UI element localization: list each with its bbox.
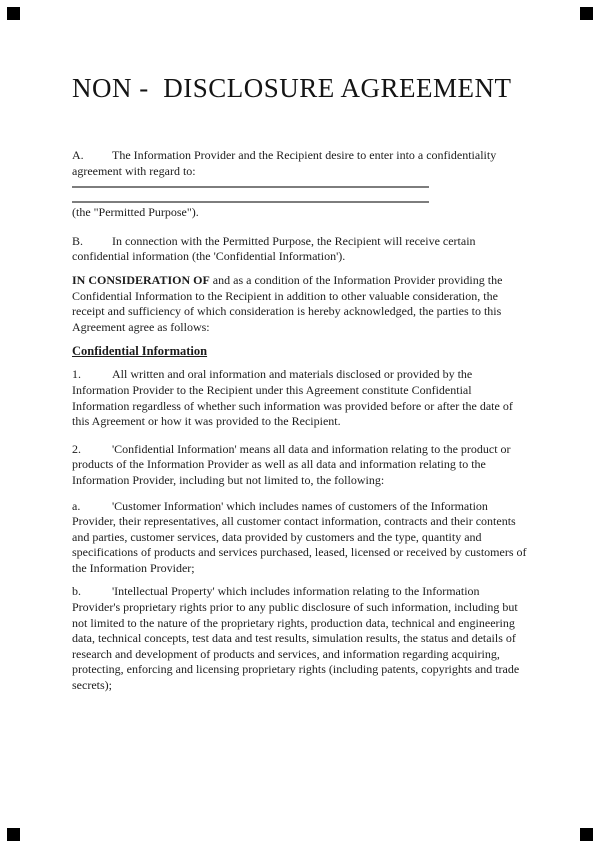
clause-b-text: 'Intellectual Property' which includes information relating to the Information Provider's proprietary rights prior to any public disclosure of such information, including but not limited to the nature of the proprietary rights, production data, technical and engineering data, technical concepts, test data and test results, simulation results, the status and details of research and development of products and services, and information regarding acquiring, protecting, enforcing and licensing proprietary rights (including patents, copyrights and trade secrets); xyxy=(72,584,520,693)
clause-b xyxy=(72,584,528,693)
clause-a-text: 'Customer Information' which includes names of customers of the Information Provider, their representatives, all customer contact information, contracts and their contents and parties, customer services, data provided by customers and the type, quantity and specifications of products and services purchased, leased, licensed or received by customers of the Information Provider; xyxy=(72,498,527,575)
section-heading-confidential-information: Confidential Information xyxy=(72,344,208,359)
recital-a xyxy=(72,148,528,179)
document-content xyxy=(72,0,528,694)
clause-1-label: 1. xyxy=(72,367,81,382)
clause-2-text: 'Confidential Information' means all data and information relating to the product or products of the Information Provider as well as all data and information relating to the Information Provider, including but not limited to, the following: xyxy=(72,441,511,487)
clause-1-text: All written and oral information and materials disclosed or provided by the Information Provider to the Recipient under this Agreement constitute Confidential Information regardless of whether such information was provided before or after the date of this Agreement or how it was provided to the Recipient. xyxy=(72,367,513,429)
recital-b-text: In connection with the Permitted Purpose, the Recipient will receive certain confidential information (the 'Confidential Information'). xyxy=(72,233,476,264)
clause-2-label: 2. xyxy=(72,441,81,456)
blank-fill-in-line-1 xyxy=(72,186,429,188)
recital-a-text: The Information Provider and the Recipient desire to enter into a confidentiality agreement with regard to: xyxy=(72,148,497,178)
corner-mark-top-right xyxy=(580,7,593,20)
clause-1 xyxy=(72,367,528,429)
corner-mark-bottom-left xyxy=(7,828,20,841)
clause-a-label: a. xyxy=(72,498,81,513)
clause-2 xyxy=(72,442,528,489)
recital-b-label: B. xyxy=(72,233,84,248)
consideration-paragraph xyxy=(72,273,528,335)
clause-b-label: b. xyxy=(72,584,81,599)
blank-fill-in-line-2 xyxy=(72,201,429,203)
consideration-lead: IN CONSIDERATION OF xyxy=(72,272,210,287)
clause-a xyxy=(72,499,528,577)
document-title: NON - DISCLOSURE AGREEMENT xyxy=(72,73,512,103)
corner-mark-bottom-right xyxy=(580,828,593,841)
corner-mark-top-left xyxy=(7,7,20,20)
consideration-rest: and as a condition of the Information Provider providing the Confidential Information to the Recipient in addition to other valuable consideration, the receipt and sufficiency of which consideration is hereby acknowledged, the parties to this Agreement agree as follows: xyxy=(72,272,503,334)
permitted-purpose-caption: (the "Permitted Purpose"). xyxy=(72,205,199,220)
recital-a-label: A. xyxy=(72,148,84,162)
recital-b xyxy=(72,234,528,265)
